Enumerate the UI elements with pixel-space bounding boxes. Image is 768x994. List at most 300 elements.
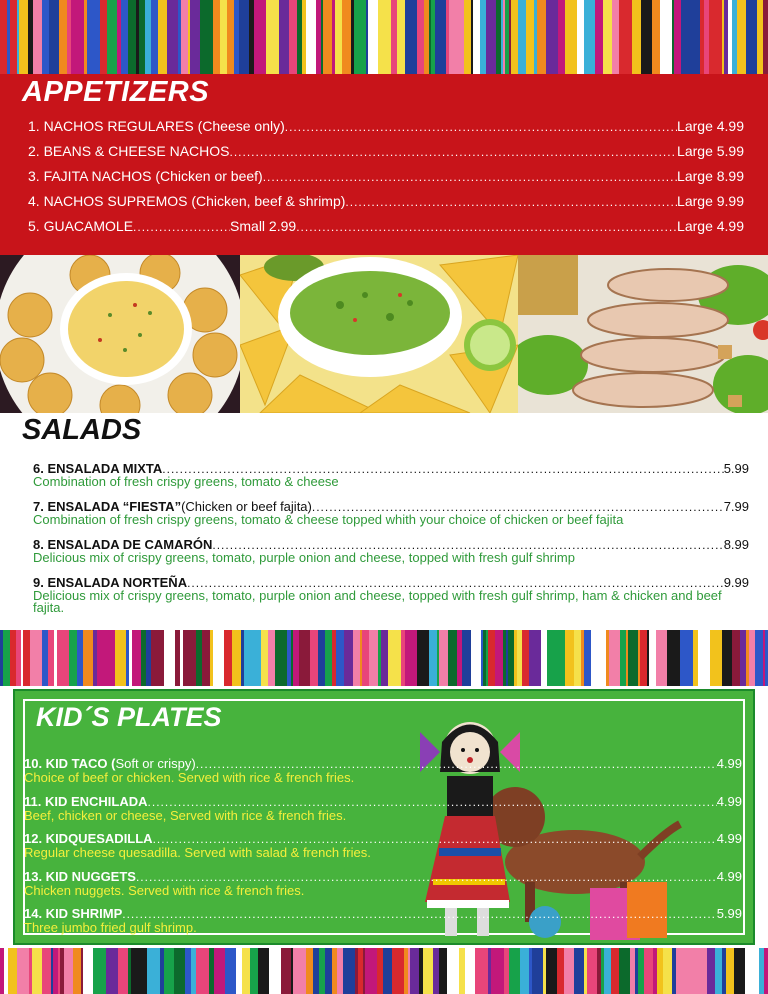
stripe xyxy=(506,630,508,686)
stripe xyxy=(181,0,188,74)
stripe xyxy=(680,630,693,686)
stripe xyxy=(537,0,546,74)
guacamole-chips-photo xyxy=(240,255,518,413)
stripe xyxy=(258,948,269,994)
stripe xyxy=(601,948,604,994)
item-price: Large 5.99 xyxy=(677,143,744,159)
item-description: Beef, chicken or cheese, Served with rice & french fries. xyxy=(24,808,347,823)
item-price: 4.99 xyxy=(716,831,742,846)
stripe xyxy=(395,0,397,74)
item-name: 4. NACHOS SUPREMOS (Chicken, beef & shrimp) xyxy=(28,193,346,209)
stripe xyxy=(392,948,404,994)
stripe xyxy=(526,0,534,74)
appetizer-item xyxy=(28,118,744,138)
stripe xyxy=(33,0,42,74)
appetizers-title: APPETIZERS xyxy=(22,76,210,108)
stripe xyxy=(581,630,584,686)
stripe xyxy=(640,630,647,686)
item-description: Choice of beef or chicken. Served with rice & french fries. xyxy=(24,770,355,785)
stripe xyxy=(641,0,652,74)
stripe xyxy=(638,948,644,994)
stripe xyxy=(83,948,93,994)
stripe xyxy=(244,630,250,686)
stripe xyxy=(318,630,325,686)
stripe xyxy=(746,630,749,686)
stripe xyxy=(139,0,145,74)
stripe xyxy=(337,948,343,994)
appetizers-section xyxy=(0,74,768,255)
stripe xyxy=(132,630,141,686)
grilled-chicken-salad-photo xyxy=(518,255,768,413)
stripe xyxy=(700,948,707,994)
leader-dots xyxy=(148,795,717,809)
item-description: Chicken nuggets. Served with rice & french fries. xyxy=(24,883,305,898)
stripe xyxy=(354,0,366,74)
stripe xyxy=(335,0,342,74)
stripe xyxy=(439,948,447,994)
stripe xyxy=(54,630,57,686)
stripe xyxy=(546,0,558,74)
stripe xyxy=(196,948,209,994)
stripe xyxy=(141,630,146,686)
stripe xyxy=(0,630,3,686)
stripe xyxy=(107,0,117,74)
appetizer-item xyxy=(28,143,744,163)
salad-item xyxy=(33,537,749,564)
stripe xyxy=(191,948,196,994)
leader-dots xyxy=(345,195,677,209)
stripe xyxy=(740,630,746,686)
stripe xyxy=(213,0,220,74)
item-description: Combination of fresh crispy greens, tomato & cheese topped whith your choice of chicken or beef fajita xyxy=(33,512,624,527)
stripe xyxy=(505,0,509,74)
stripe xyxy=(202,630,210,686)
stripe xyxy=(435,0,446,74)
item-price: 4.99 xyxy=(716,869,742,884)
stripe xyxy=(462,630,471,686)
stripe xyxy=(275,630,287,686)
stripe xyxy=(734,948,745,994)
kids-plates-title: KID´S PLATES xyxy=(36,702,222,732)
stripe xyxy=(757,0,763,74)
stripe xyxy=(728,0,732,74)
stripe xyxy=(136,0,139,74)
item-name: 6. ENSALADA MIXTA xyxy=(33,461,163,476)
stripe xyxy=(483,630,486,686)
item-description: Regular cheese quesadilla. Served with salad & french fries. xyxy=(24,845,371,860)
stripe xyxy=(471,0,473,74)
stripe xyxy=(609,630,620,686)
stripe xyxy=(57,630,69,686)
stripe xyxy=(391,0,395,74)
stripe xyxy=(693,630,698,686)
stripe xyxy=(626,630,628,686)
stripe xyxy=(647,630,649,686)
stripe xyxy=(29,948,32,994)
salad-item xyxy=(33,575,749,614)
stripe xyxy=(3,630,10,686)
stripe xyxy=(564,948,574,994)
stripe xyxy=(115,630,126,686)
stripe xyxy=(491,948,504,994)
item-name: 7. ENSALADA “FIESTA” xyxy=(33,499,182,514)
stripe xyxy=(518,0,526,74)
salad-item xyxy=(33,461,749,488)
stripe xyxy=(424,0,429,74)
leader-dots xyxy=(136,870,717,884)
stripe xyxy=(151,630,164,686)
stripe xyxy=(557,948,564,994)
stripe xyxy=(378,0,387,74)
stripe xyxy=(417,630,429,686)
stripe xyxy=(446,0,449,74)
stripe xyxy=(726,948,734,994)
stripe xyxy=(293,948,306,994)
stripe xyxy=(381,630,388,686)
stripe xyxy=(30,630,42,686)
stripe xyxy=(503,0,505,74)
item-name: 12. KIDQUESADILLA xyxy=(24,831,153,846)
stripe xyxy=(397,0,405,74)
stripe xyxy=(439,630,448,686)
stripe xyxy=(606,630,609,686)
stripe xyxy=(656,630,667,686)
stripe xyxy=(234,0,239,74)
stripe xyxy=(250,630,261,686)
stripe xyxy=(604,948,611,994)
stripe xyxy=(486,630,488,686)
stripe xyxy=(715,948,722,994)
item-name: 5. GUACAMOLE xyxy=(28,218,134,234)
stripe xyxy=(481,630,483,686)
stripe xyxy=(759,948,764,994)
item-price: 8.99 xyxy=(723,537,749,552)
stripe xyxy=(611,948,619,994)
stripe xyxy=(546,948,557,994)
stripe xyxy=(520,948,529,994)
stripe xyxy=(109,630,115,686)
stripe xyxy=(117,0,121,74)
item-extra: Soft or crispy) xyxy=(115,756,196,771)
stripe xyxy=(449,0,458,74)
stripe xyxy=(565,0,577,74)
stripe xyxy=(145,0,147,74)
item-name: 9. ENSALADA NORTEÑA xyxy=(33,575,188,590)
stripe xyxy=(302,0,306,74)
stripe xyxy=(299,630,310,686)
stripe xyxy=(681,0,690,74)
stripe xyxy=(167,0,178,74)
stripe xyxy=(310,630,318,686)
stripe xyxy=(51,948,53,994)
stripe xyxy=(423,948,433,994)
stripe xyxy=(126,630,129,686)
stripe xyxy=(756,948,759,994)
stripe xyxy=(71,0,84,74)
stripe xyxy=(722,0,724,74)
stripe xyxy=(365,948,377,994)
stripe xyxy=(620,630,626,686)
stripe xyxy=(131,948,139,994)
item-price: Large 4.99 xyxy=(677,118,744,134)
stripe xyxy=(710,630,722,686)
stripe xyxy=(674,0,681,74)
stripe xyxy=(496,0,501,74)
stripe xyxy=(362,630,369,686)
stripe xyxy=(121,0,128,74)
stripe xyxy=(60,948,64,994)
stripe xyxy=(404,948,408,994)
item-name: 2. BEANS & CHEESE NACHOS xyxy=(28,143,230,159)
stripe xyxy=(690,0,700,74)
stripe xyxy=(722,948,726,994)
stripe xyxy=(23,630,30,686)
stripe xyxy=(511,0,518,74)
stripe xyxy=(532,948,543,994)
stripe xyxy=(17,0,19,74)
stripe xyxy=(577,0,584,74)
stripe xyxy=(764,948,768,994)
stripe xyxy=(42,0,49,74)
stripe xyxy=(139,948,147,994)
stripe xyxy=(48,630,54,686)
stripe xyxy=(147,948,160,994)
stripe xyxy=(87,0,100,74)
stripe xyxy=(8,948,17,994)
stripe xyxy=(732,630,740,686)
stripe xyxy=(457,630,462,686)
stripe xyxy=(698,630,710,686)
stripe xyxy=(97,630,109,686)
stripe xyxy=(480,0,486,74)
stripe xyxy=(17,948,29,994)
stripe xyxy=(239,0,249,74)
stripe xyxy=(200,0,213,74)
stripe xyxy=(42,948,51,994)
stripe xyxy=(509,0,511,74)
stripe xyxy=(644,948,653,994)
serape-stripes-top xyxy=(0,0,768,74)
stripe xyxy=(517,630,522,686)
stripe xyxy=(405,630,417,686)
stripe xyxy=(289,0,297,74)
stripe xyxy=(164,630,175,686)
stripe xyxy=(755,630,763,686)
stripe xyxy=(242,948,250,994)
stripe xyxy=(368,0,378,74)
stripe xyxy=(503,630,506,686)
item-price: 5.99 xyxy=(723,461,749,476)
stripe xyxy=(475,948,488,994)
stripe xyxy=(7,0,10,74)
salads-title: SALADS xyxy=(22,414,142,446)
item-extra: (Chicken or beef fajita) xyxy=(181,499,312,514)
stripe xyxy=(293,630,299,686)
stripe xyxy=(745,948,756,994)
stripe xyxy=(174,948,185,994)
stripe xyxy=(763,630,765,686)
stripe xyxy=(522,630,529,686)
stripe xyxy=(541,630,547,686)
stripe xyxy=(84,0,87,74)
stripe xyxy=(332,630,336,686)
stripe xyxy=(486,0,496,74)
stripe xyxy=(0,0,7,74)
stripe xyxy=(663,948,672,994)
stripe xyxy=(287,630,291,686)
stripe xyxy=(431,0,435,74)
item-name: 1. NACHOS REGULARES (Cheese only) xyxy=(28,118,285,134)
stripe xyxy=(652,0,660,74)
stripe xyxy=(42,630,48,686)
stripe xyxy=(709,0,722,74)
stripe xyxy=(129,630,132,686)
stripe xyxy=(458,0,464,74)
stripe xyxy=(19,0,28,74)
stripe xyxy=(268,630,275,686)
appetizer-item xyxy=(28,193,744,213)
stripe xyxy=(210,630,213,686)
item-description: Three jumbo fried gulf shrimp. xyxy=(24,920,197,935)
stripe xyxy=(383,948,392,994)
stripe xyxy=(437,630,439,686)
stripe xyxy=(158,0,167,74)
stripe xyxy=(653,948,657,994)
stripe xyxy=(64,948,73,994)
kids-item xyxy=(24,906,742,934)
stripe xyxy=(180,630,183,686)
stripe xyxy=(232,630,241,686)
stripe xyxy=(329,948,332,994)
stripe xyxy=(488,630,495,686)
serape-stripes-bottom xyxy=(0,948,768,994)
stripe xyxy=(164,948,174,994)
stripe xyxy=(511,630,514,686)
stripe xyxy=(722,630,728,686)
stripe xyxy=(325,630,332,686)
stripe xyxy=(363,948,365,994)
stripe xyxy=(188,0,190,74)
item-price: 9.99 xyxy=(723,575,749,590)
stripe xyxy=(433,948,439,994)
stripe xyxy=(147,0,151,74)
stripe xyxy=(584,948,587,994)
stripe xyxy=(190,0,200,74)
stripe xyxy=(250,948,258,994)
stripe xyxy=(584,630,591,686)
stripe xyxy=(325,948,329,994)
stripe xyxy=(59,0,67,74)
stripe xyxy=(638,630,640,686)
stripe xyxy=(323,0,332,74)
stripe xyxy=(417,0,424,74)
stripe xyxy=(554,630,565,686)
item-name: 11. KID ENCHILADA xyxy=(24,794,148,809)
item-description: Delicious mix of crispy greens, tomato, purple onion and cheese, topped with fresh gulf shrimp, ham & chicken and beef fajita. xyxy=(33,588,722,615)
stripe xyxy=(378,630,381,686)
stripe xyxy=(353,948,355,994)
stripe xyxy=(749,630,755,686)
stripe xyxy=(628,630,638,686)
item-price: 7.99 xyxy=(723,499,749,514)
stripe xyxy=(667,630,680,686)
stripe xyxy=(214,948,225,994)
item-price: Large 9.99 xyxy=(677,193,744,209)
item-price: 4.99 xyxy=(716,756,742,771)
stripe xyxy=(227,0,234,74)
item-price: 4.99 xyxy=(716,794,742,809)
appetizer-item xyxy=(28,168,744,188)
leader-dots xyxy=(153,832,717,846)
stripe xyxy=(543,948,546,994)
stripe xyxy=(529,630,541,686)
stripe xyxy=(574,630,581,686)
serape-stripes-middle xyxy=(0,630,768,686)
stripe xyxy=(297,0,302,74)
stripe xyxy=(67,0,71,74)
item-description: Delicious mix of crispy greens, tomato, purple onion and cheese, topped with fresh gulf shrimp xyxy=(33,550,575,565)
stripe xyxy=(128,0,136,74)
stripe xyxy=(78,948,81,994)
stripe xyxy=(224,630,232,686)
stripe xyxy=(447,948,459,994)
stripe xyxy=(630,948,635,994)
stripe xyxy=(508,630,511,686)
stripe xyxy=(343,948,353,994)
stripe xyxy=(151,0,158,74)
stripe xyxy=(672,0,674,74)
stripe xyxy=(649,630,656,686)
item-description: Combination of fresh crispy greens, tomato & cheese xyxy=(33,474,339,489)
nachos-cheese-dip-photo xyxy=(0,255,240,413)
stripe xyxy=(471,630,481,686)
stripe xyxy=(319,948,325,994)
stripe xyxy=(225,948,236,994)
item-price: 5.99 xyxy=(716,906,742,921)
stripe xyxy=(69,630,77,686)
food-photo-strip xyxy=(0,255,768,413)
stripe xyxy=(146,630,151,686)
stripe xyxy=(660,0,672,74)
stripe xyxy=(185,948,191,994)
stripe xyxy=(700,0,704,74)
stripe xyxy=(473,0,480,74)
item-price: Large 4.99 xyxy=(677,218,744,234)
stripe xyxy=(49,0,59,74)
kids-item xyxy=(24,756,742,784)
stripe xyxy=(619,0,632,74)
stripe xyxy=(249,0,254,74)
stripe xyxy=(93,630,97,686)
kids-item xyxy=(24,831,742,859)
stripe xyxy=(118,948,128,994)
stripe xyxy=(10,0,17,74)
stripe xyxy=(21,630,23,686)
stripe xyxy=(388,630,401,686)
stripe xyxy=(547,630,554,686)
stripe xyxy=(291,948,293,994)
stripe xyxy=(408,948,410,994)
item-name: 3. FAJITA NACHOS (Chicken or beef) xyxy=(28,168,263,184)
item-price: Large 8.99 xyxy=(677,168,744,184)
stripe xyxy=(587,948,597,994)
stripe xyxy=(332,948,337,994)
stripe xyxy=(558,0,565,74)
stripe xyxy=(369,630,378,686)
stripe xyxy=(106,948,118,994)
stripe xyxy=(254,0,266,74)
stripe xyxy=(196,630,202,686)
